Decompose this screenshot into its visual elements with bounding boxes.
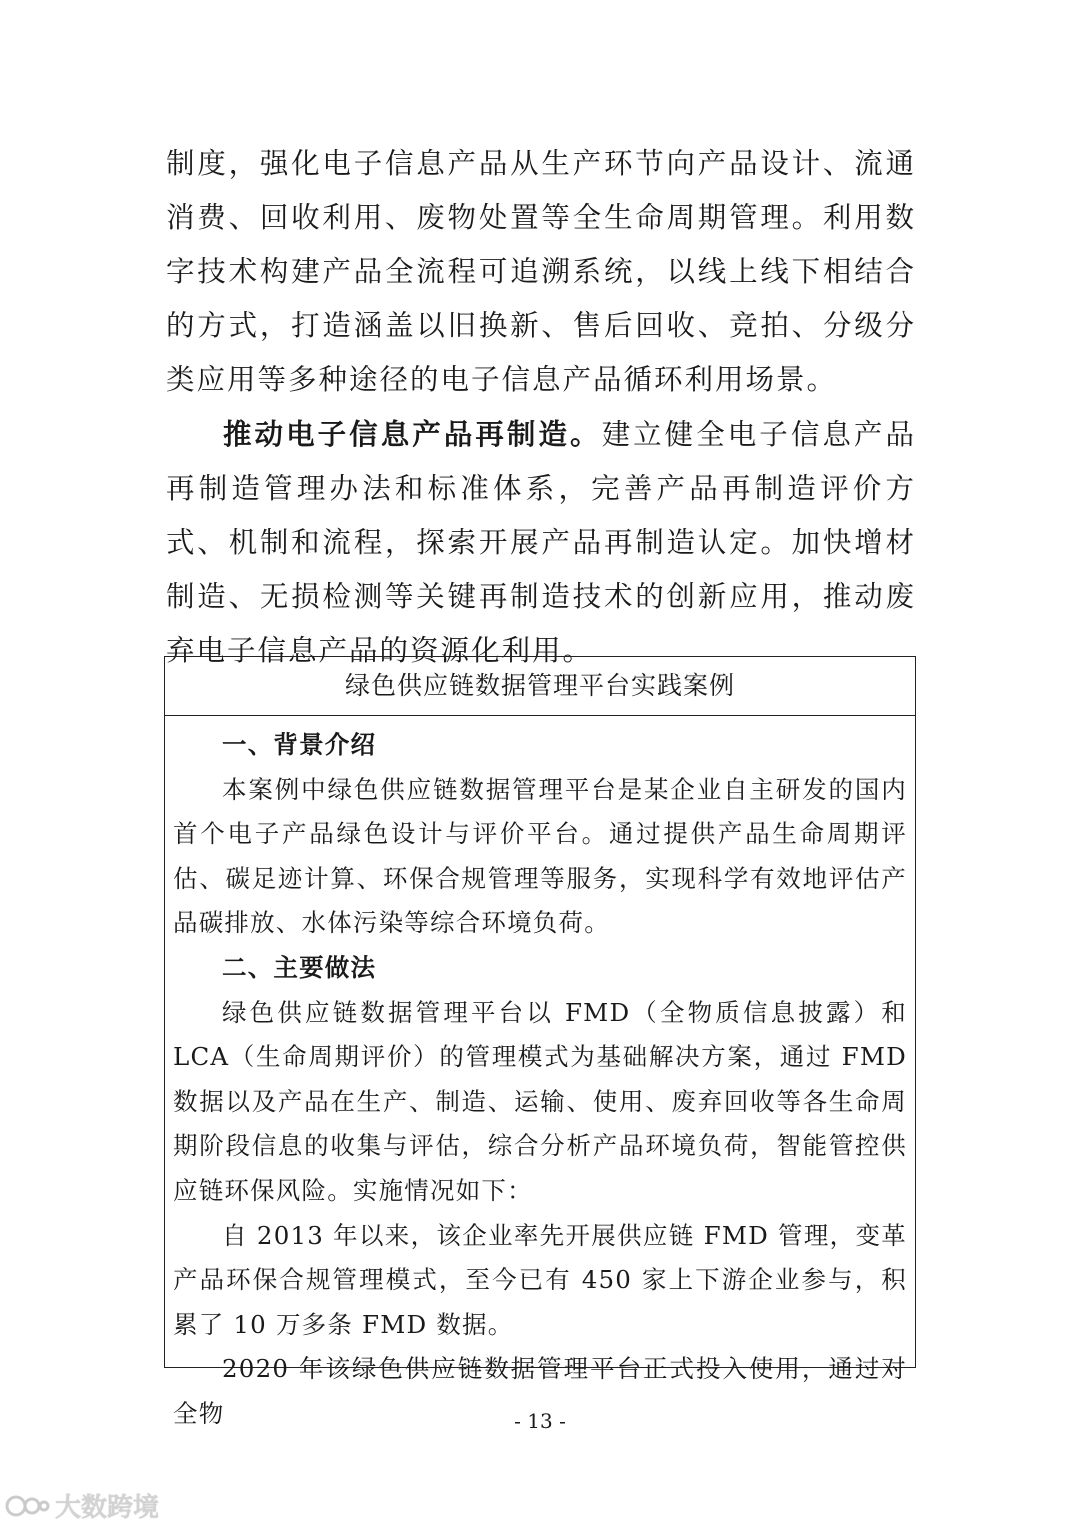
section-paragraph: 2020 年该绿色供应链数据管理平台正式投入使用，通过对全物	[173, 1354, 907, 1428]
body-paragraph	[166, 137, 916, 407]
case-study-body	[165, 716, 915, 1437]
page-number: - 13 -	[514, 1409, 566, 1433]
main-body-text	[166, 137, 916, 678]
body-paragraph	[166, 407, 916, 678]
section-heading: 二、主要做法	[222, 952, 377, 982]
paragraph-lead: 推动电子信息产品再制造。	[223, 417, 602, 451]
case-study-title: 绿色供应链数据管理平台实践案例	[165, 657, 915, 716]
section-heading: 一、背景介绍	[222, 730, 377, 759]
section-paragraph: 本案例中绿色供应链数据管理平台是某企业自主研发的国内首个电子产品绿色设计与评价平台。通过提供产品生命周期评估、碳足迹计算、环保合规管理等服务，实现科学有效地评估产品碳排放、水体污染等综合环境负荷。	[173, 774, 907, 938]
watermark-logo-icon	[4, 1494, 50, 1518]
paragraph-text: 建立健全电子信息产品再制造管理办法和标准体系，完善产品再制造评价方式、机制和流程，探索开展产品再制造认定。加快增材制造、无损检测等关键再制造技术的创新应用，推动废弃电子信息产品的资源化利用。	[166, 418, 916, 667]
case-study-box	[164, 656, 916, 1428]
section-paragraph: 绿色供应链数据管理平台以 FMD（全物质信息披露）和 LCA（生命周期评价）的管理模式为基础解决方案，通过 FMD 数据以及产品在生产、制造、运输、使用、废弃回收等各生命周期阶段信息的收集与评估，综合分析产品环境负荷，智能管控供应链环保风险。实施情况如下：	[173, 997, 907, 1205]
watermark-text: 大数跨境	[55, 1493, 160, 1523]
paragraph-text: 制度，强化电子信息产品从生产环节向产品设计、流通消费、回收利用、废物处置等全生命周期管理。利用数字技术构建产品全流程可追溯系统，以线上线下相结合的方式，打造涵盖以旧换新、售后回收、竞拍、分级分类应用等多种途径的电子信息产品循环利用场景。	[166, 147, 916, 396]
watermark	[4, 1487, 159, 1524]
section-paragraph: 自 2013 年以来，该企业率先开展供应链 FMD 管理，变革产品环保合规管理模式，至今已有 450 家上下游企业参与，积累了 10 万多条 FMD 数据。	[173, 1220, 907, 1339]
